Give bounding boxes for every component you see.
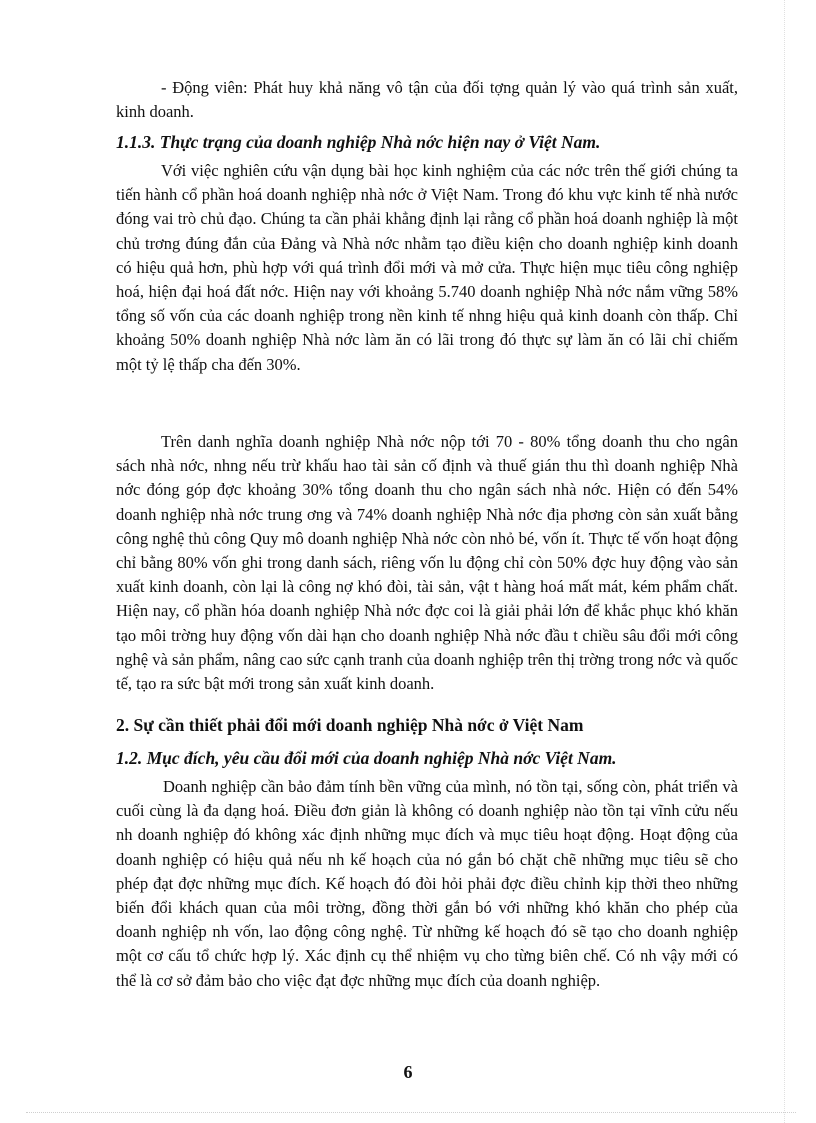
margin-guide	[784, 0, 785, 1123]
paragraph-thuc-trang	[116, 159, 738, 377]
section-heading-2	[116, 713, 738, 737]
body-text: Trên danh nghĩa doanh nghiệp Nhà nớc nộp tới 70 - 80% tổng doanh thu cho ngân sách nhà nớc, nhng nếu trừ khấu hao tài sản cố định và thuế gián thu thì doanh nghiệp Nhà nớc đóng góp đợc khoảng 30% tổng doanh thu cho ngân sách nhà nớc. Hiện có đến 54% doanh nghiệp nhà nớc trung ơng và 74% doanh nghiệp Nhà nớc địa phơng còn sản xuất bằng công nghệ thủ công Quy mô doanh nghiệp Nhà nớc còn nhỏ bé, vốn ít. Thực tế vốn hoạt động chỉ bằng 80% vốn ghi trong danh sách, riêng vốn lu động chỉ còn 50% đợc huy động vào sản xuất kinh doanh, còn lại là công nợ khó đòi, tài sản, vật t hàng hoá mất mát, kém phẩm chất. Hiện nay, cổ phần hóa doanh nghiệp Nhà nớc đợc coi là giải phải lớn để khắc phục khó khăn tạo môi trờng huy động vốn dài hạn cho doanh nghiệp Nhà nớc đầu t chiều sâu đổi mới công nghệ và sản phẩm, nâng cao sức cạnh tranh của doanh nghiệp trên thị trờng trong nớc và quốc tế, tạo ra sức bật mới trong sản xuất kinh doanh.	[116, 432, 738, 694]
body-text: Với việc nghiên cứu vận dụng bài học kinh nghiệm của các nớc trên thế giới chúng ta tiến hành cổ phần hoá doanh nghiệp nhà nớc ở Việt Nam. Trong đó khu vực kinh tế nhà nước đóng vai trò chủ đạo. Chúng ta cần phải khẳng định lại rằng cổ phần hoá doanh nghiệp là một chủ trơng đúng đắn của Đảng và Nhà nớc nhằm tạo điều kiện cho doanh nghiệp kinh doanh có hiệu quả hơn, phù hợp với quá trình đổi mới và mở cửa. Thực hiện mục tiêu công nghiệp hoá, hiện đại hoá đất nớc. Hiện nay với khoảng 5.740 doanh nghiệp Nhà nớc nắm vững 58% tổng số vốn của các doanh nghiệp trong nền kinh tế nhng hiệu quả kinh doanh còn thấp. Chỉ khoảng 50% doanh nghiệp Nhà nớc làm ăn có lãi trong đó thực sự làm ăn có lãi chỉ chiếm một tỷ lệ thấp cha đến 30%.	[116, 161, 738, 374]
body-text: Doanh nghiệp cần bảo đảm tính bền vững của mình, nó tồn tại, sống còn, phát triển và cuối cùng là đa dạng hoá. Điều đơn giản là không có doanh nghiệp nào tồn tại vĩnh cửu nếu nh doanh nghiệp đó không xác định những mục đích và mục tiêu hoạt động. Hoạt động của doanh nghiệp có hiệu quả nếu nh kế hoạch của nó gắn bó chặt chẽ những mục tiêu sẽ cho phép đạt đợc những mục đích. Kế hoạch đó đòi hỏi phải đợc điều chỉnh kịp thời theo những biến đổi khách quan của môi trờng, đồng thời gắn bó với những khó khăn cho phép của doanh nghiệp nh vốn, lao động công nghệ. Từ những kế hoạch đó sẽ tạo cho doanh nghiệp một cơ cấu tổ chức hợp lý. Xác định cụ thể nhiệm vụ cho từng biên chế. Có nh vậy mới có thể là cơ sở đảm bảo cho việc đạt đợc những mục đích của doanh nghiệp.	[116, 777, 738, 990]
section-title: 1.1.3. Thực trạng của doanh nghiệp Nhà nớc hiện nay ở Việt Nam.	[116, 132, 601, 152]
body-text: - Động viên: Phát huy khả năng vô tận của đối tợng quản lý vào quá trình sản xuất, kinh doanh.	[116, 78, 738, 122]
page-number: 6	[403, 1062, 413, 1082]
section-heading-1-2	[116, 746, 738, 770]
section-heading-1-1-3	[116, 130, 738, 154]
footer-divider	[26, 1112, 796, 1113]
paragraph-tren-danh-nghia	[116, 430, 738, 696]
paragraph-doanh-nghiep	[116, 775, 738, 993]
paragraph-dong-vien	[116, 76, 738, 124]
section-title: 1.2. Mục đích, yêu cầu đổi mới của doanh nghiệp Nhà nớc Việt Nam.	[116, 748, 617, 768]
section-title: 2. Sự cần thiết phải đổi mới doanh nghiệp Nhà nớc ở Việt Nam	[116, 715, 584, 735]
